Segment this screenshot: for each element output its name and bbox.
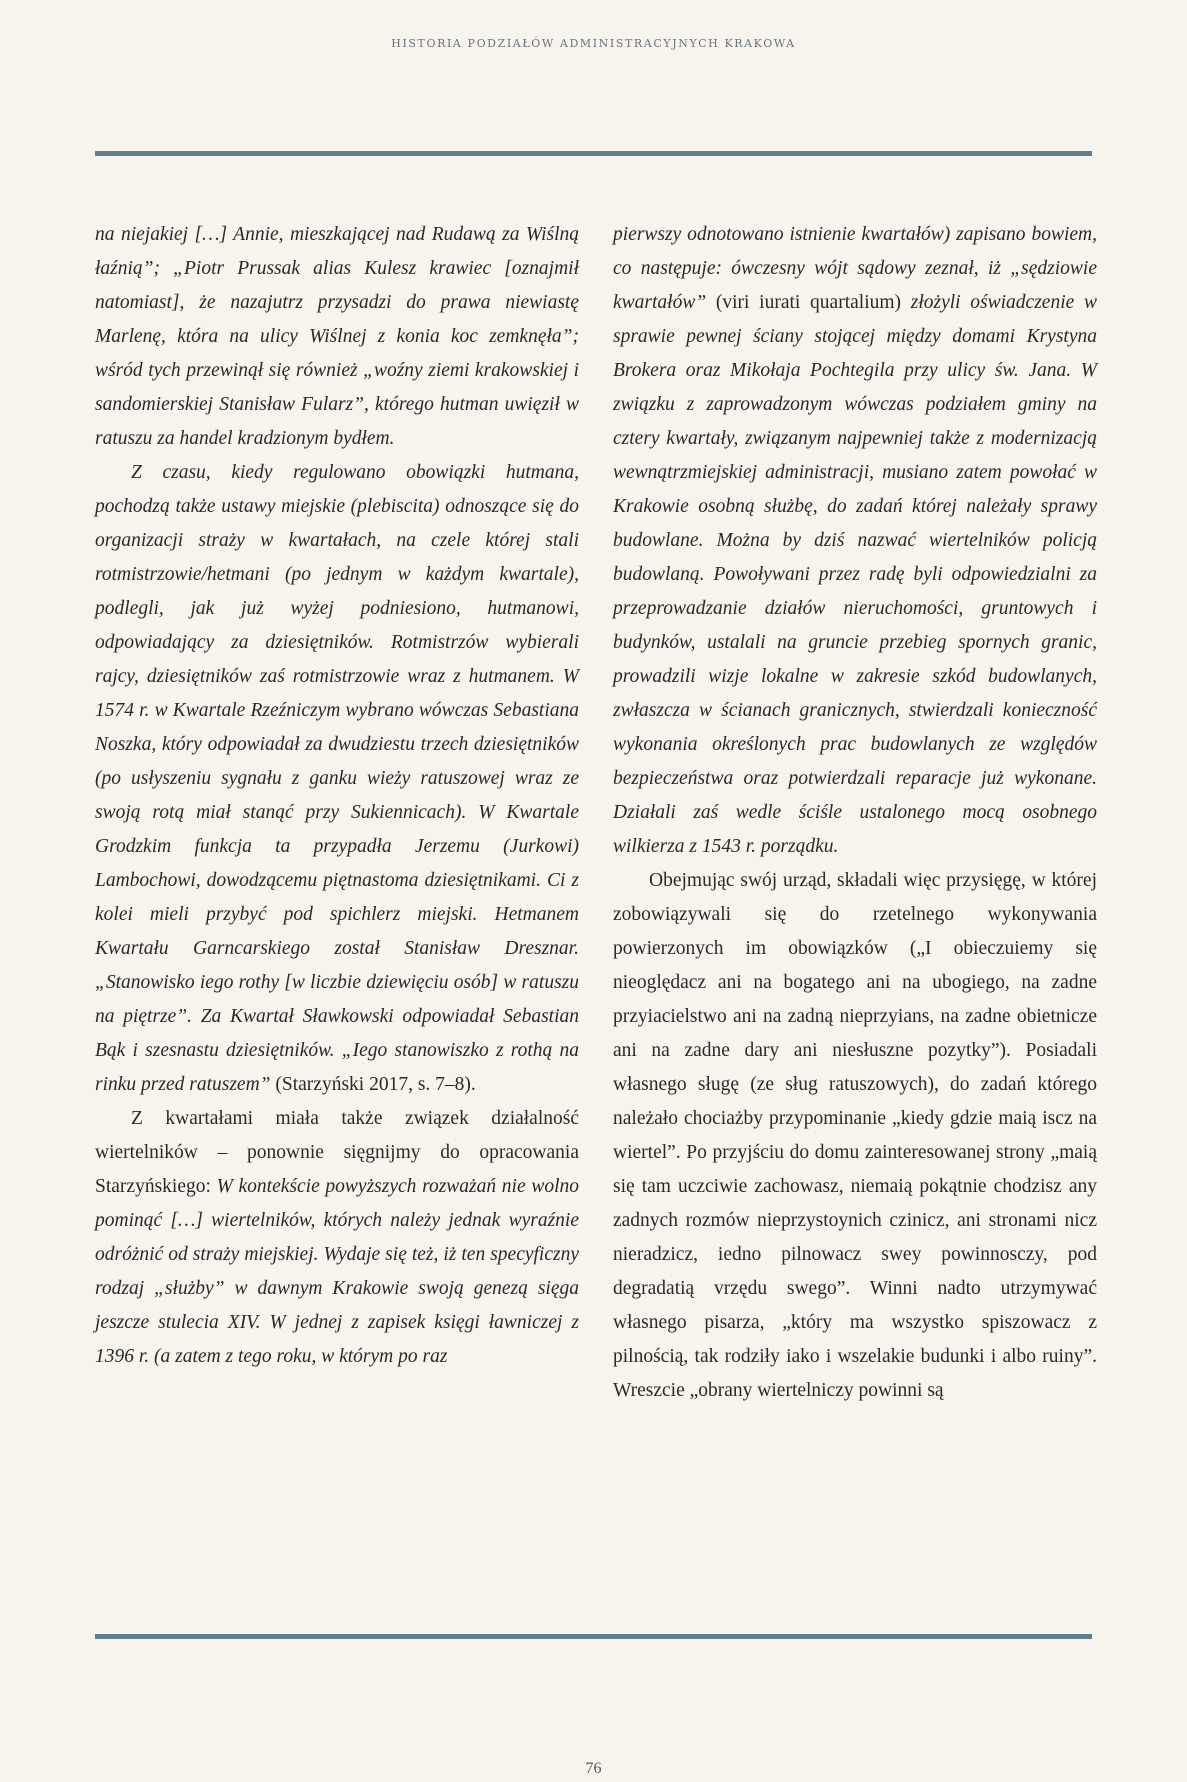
- right-paragraph-1-c: złożyli oświadczenie w sprawie pewnej ściany stojącej między domami Krystyna Brokera oraz Mikołaja Pochtegila przy ulicy św. Jana. W związku z zaprowadzonym wówczas podziałem gminy na cztery kwartały, związanym najpewniej także z modernizacją wewnątrzmiejskiej administracji, musiano zatem powołać w Krakowie osobną służbę, do zadań której należały sprawy budowlane. Można by dziś nazwać wiertelników policją budowlaną. Powoływani przez radę byli odpowiedzialni za przeprowadzanie działów nieruchomości, gruntowych i budynków, ustalali na gruncie przebieg spornych granic, prowadzili wizje lokalne w zakresie szkód budowlanych, zwłaszcza w ścianach granicznych, stwierdzali konieczność wykonania określonych prac budowlanych ze względów bezpieczeństwa oraz potwierdzali reparacje już wykonane. Działali zaś wedle ściśle ustalonego mocą osobnego wilkierza z 1543 r. porządku.: [613, 292, 1098, 857]
- page-number: 76: [585, 1760, 602, 1777]
- header-rule: [95, 151, 1092, 156]
- left-paragraph-2-text: Z czasu, kiedy regulowano obowiązki hutmana, pochodzą także ustawy miejskie (plebiscita) odnoszące się do organizacji straży w kwartałach, na czele której stali rotmistrzowie/hetmani (po jednym w każdym kwartale), podlegli, jak już wyżej podniesiono, hutmanowi, odpowiadający za dziesiętników. Rotmistrzów wybierali rajcy, dziesiętników zaś rotmistrzowie wraz z hutmanem. W 1574 r. w Kwartale Rzeźniczym wybrano wówczas Sebastiana Noszka, który odpowiadał za dwudziestu trzech dziesiętników (po usłyszeniu sygnału z ganku wieży ratuszowej wraz ze swoją rotą miał stanąć przy Sukiennicach). W Kwartale Grodzkim funkcja ta przypadła Jerzemu (Jurkowi) Lambochowi, dowodzącemu piętnastoma dziesiętnikami. Ci z kolei mieli przybyć pod spichlerz miejski. Hetmanem Kwartału Garncarskiego został Stanisław Dresznar. „Stanowisko iego rothy [w liczbie dziewięciu osób] w ratuszu na piętrze”. Za Kwartał Sławkowski odpowiadał Sebastian Bąk i szesnastu dziesiętników. „Iego stanowiszko z rothą na rinku przed ratuszem”: [95, 462, 579, 1095]
- right-paragraph-1: [613, 218, 1097, 864]
- left-column: [95, 218, 579, 1374]
- right-paragraph-1-a: pierwszy odnotowano istnienie kwartałów) zapisano bowiem, co następuje: ówczesny wójt sądowy zeznał, iż „sędziowie kwartałów”: [613, 224, 1097, 313]
- right-paragraph-1-latin: (viri iurati quartalium): [706, 292, 911, 313]
- running-head: HISTORIA PODZIAŁÓW ADMINISTRACYJNYCH KRAKOWA: [391, 37, 796, 50]
- left-paragraph-3-intro: Z kwartałami miała także związek działalność wiertelników – ponownie sięgnijmy do opracowania Starzyńskiego:: [95, 1108, 579, 1197]
- right-paragraph-2: Obejmując swój urząd, składali więc przysięgę, w której zobowiązywali się do rzetelnego wykonywania powierzonych im obowiązków („I obieczuiemy się nieoględacz ani na bogatego ani na ubogiego, na zadne przyiacielstwo ani na zadną nieprzyians, na zadne obietnicze ani na zadne dary ani niesłuszne pozytky”). Posiadali własnego sługę (ze sług ratuszowych), do zadań którego należało chociażby przypominanie „kiedy gdzie maią iscz na wiertel”. Po przyjściu do domu zainteresowanej strony „maią się tam uczciwie zachowasz, niemaią pokątnie chodzisz any zadnych rozmów nieprzystoynich czinicz, ani stronami nicz nieradzicz, iedno pilnowacz swey powinnosczy, pod degradatią vrzędu swego”. Winni nadto utrzymywać własnego pisarza, „który ma wszystko spiszowacz z pilnością, tak rodziły iako i wszelakie budunki i albo ruiny”. Wreszcie „obrany wiertelniczy powinni są: [613, 870, 1097, 1401]
- left-paragraph-2: [95, 456, 579, 1102]
- footer-rule: [95, 1634, 1092, 1639]
- left-paragraph-1: na niejakiej […] Annie, mieszkającej nad Rudawą za Wiślną łaźnią”; „Piotr Prussak alias Kulesz krawiec [oznajmił natomiast], że nazajutrz przysadzi do prawa niewiastę Marlenę, która na ulicy Wiślnej z konia koc zemknęła”; wśród tych przewinął się również „woźny ziemi krakowskiej i sandomierskiej Stanisław Fularz”, którego hutman uwięził w ratuszu za handel kradzionym bydłem.: [95, 224, 579, 449]
- left-paragraph-2-citation: (Starzyński 2017, s. 7–8).: [270, 1074, 476, 1095]
- right-column: [613, 218, 1097, 1408]
- left-paragraph-3-quote: W kontekście powyższych rozważań nie wolno pominąć […] wiertelników, których należy jednak wyraźnie odróżnić od straży miejskiej. Wydaje się też, iż ten specyficzny rodzaj „służby” w dawnym Krakowie swoją genezą sięga jeszcze stulecia XIV. W jednej z zapisek księgi ławniczej z 1396 r. (a zatem z tego roku, w którym po raz: [95, 1176, 579, 1367]
- left-paragraph-3: [95, 1102, 579, 1374]
